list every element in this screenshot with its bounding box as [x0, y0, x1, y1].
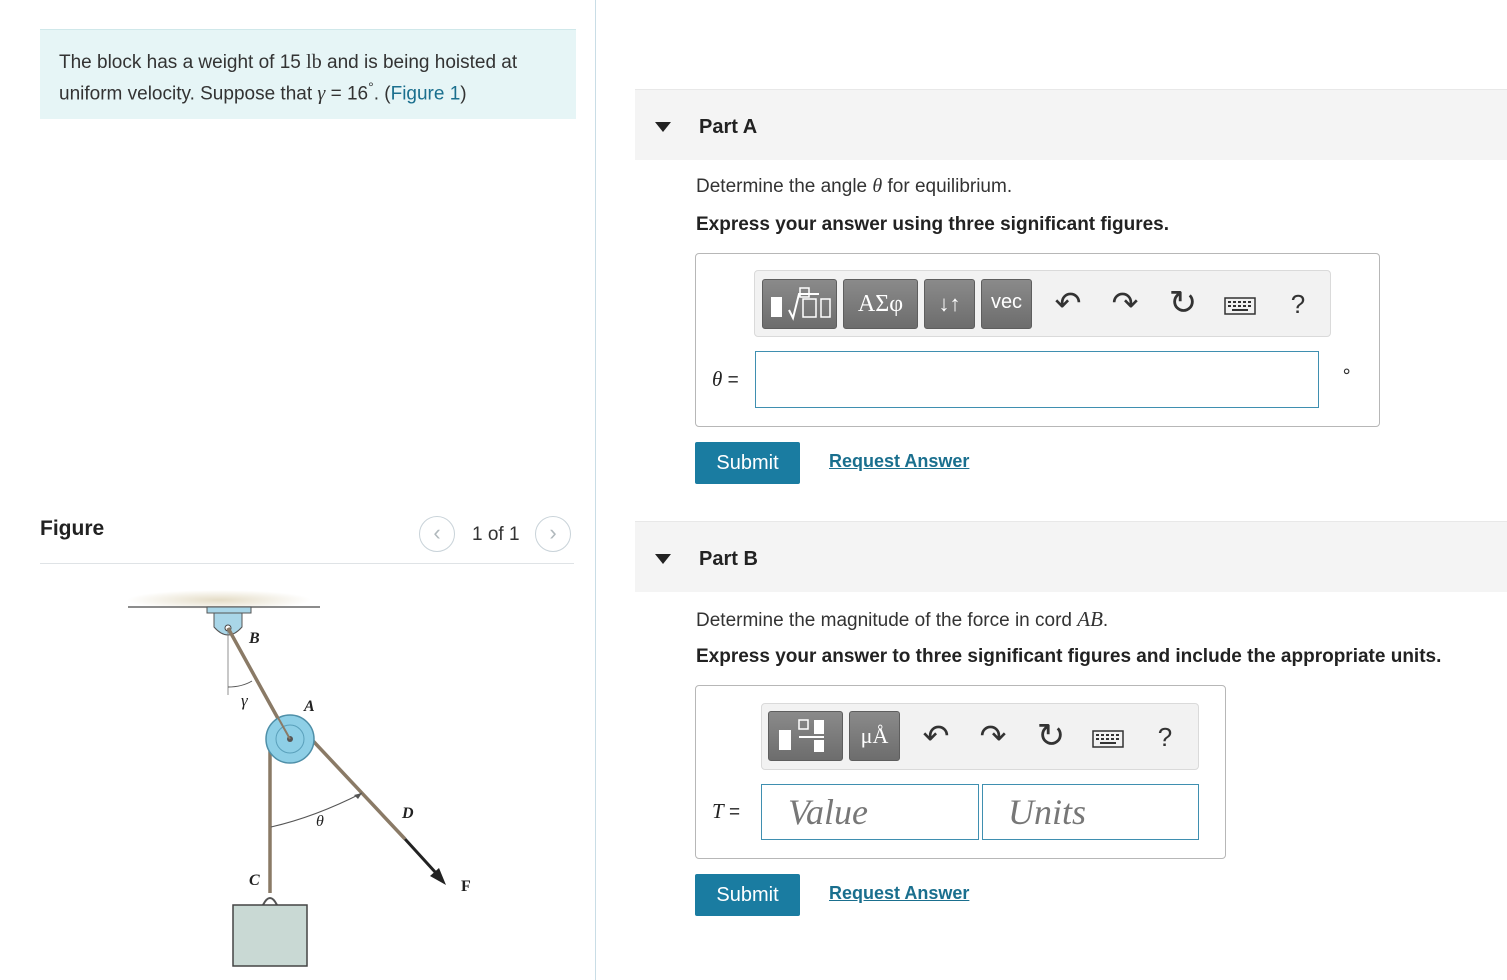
part-a-variable	[712, 367, 739, 392]
degree-symbol: °	[368, 79, 374, 95]
part-a-prompt-1: Determine the angle	[696, 176, 868, 197]
t-var: T	[712, 799, 724, 823]
unit-lb: lb	[306, 51, 322, 73]
next-figure-button[interactable]	[535, 516, 571, 552]
degree-unit: ∘	[1341, 361, 1353, 381]
label-f: F	[461, 878, 471, 895]
equals-sign: =	[727, 370, 739, 391]
reset-icon[interactable]: ↻	[1168, 284, 1198, 322]
keyboard-graphic	[1092, 728, 1124, 750]
problem-text-1: The block has a weight of 15	[59, 52, 301, 73]
redo-icon[interactable]: ↷	[1111, 285, 1139, 321]
part-b-request-answer-link[interactable]: Request Answer	[829, 883, 970, 903]
value-placeholder: Value	[788, 792, 868, 832]
part-a-instruction: Express your answer using three significant figures.	[696, 214, 1170, 235]
theta-arc-arrow	[354, 793, 362, 799]
collapse-triangle-icon[interactable]	[655, 554, 671, 564]
figure-link[interactable]: Figure 1	[390, 83, 461, 105]
part-b-variable	[712, 799, 740, 824]
label-theta: θ	[316, 813, 324, 830]
part-b-prompt-1: Determine the magnitude of the force in cord	[696, 610, 1072, 631]
prev-figure-button[interactable]	[419, 516, 455, 552]
problem-text-4: .	[373, 83, 379, 105]
part-a-header[interactable]	[635, 89, 1507, 160]
units-button[interactable]: μÅ	[849, 711, 900, 761]
part-a-title: Part A	[699, 116, 758, 138]
help-icon[interactable]: ?	[1290, 289, 1306, 319]
keyboard-icon[interactable]	[1224, 295, 1256, 317]
pulley-figure	[100, 585, 500, 975]
gamma-angle-arc	[228, 681, 252, 687]
redo-icon[interactable]: ↷	[979, 718, 1007, 754]
part-b-prompt	[696, 607, 1108, 632]
label-a: A	[304, 698, 315, 715]
bracket-plate	[207, 607, 251, 613]
problem-statement	[40, 29, 576, 119]
chevron-left-icon: ‹	[433, 520, 441, 545]
vector-button[interactable]: vec	[981, 279, 1032, 329]
figure-divider	[40, 563, 574, 564]
theta-symbol: θ	[872, 175, 883, 197]
gamma-symbol: γ	[317, 82, 326, 105]
undo-icon[interactable]: ↶	[1054, 285, 1082, 321]
templates-button[interactable]	[768, 711, 843, 761]
part-a-request-answer-link[interactable]: Request Answer	[829, 451, 970, 471]
column-divider	[595, 0, 596, 980]
label-d: D	[402, 805, 414, 822]
label-gamma: γ	[241, 691, 248, 710]
block-hook	[263, 898, 277, 905]
collapse-triangle-icon[interactable]	[655, 122, 671, 132]
part-b-title: Part B	[699, 548, 758, 570]
units-input[interactable]	[982, 784, 1199, 840]
theta-var: θ	[712, 367, 723, 391]
keyboard-graphic	[1224, 295, 1256, 317]
sub-super-button[interactable]: ↓↑	[924, 279, 975, 329]
part-a-submit-button[interactable]: Submit	[695, 442, 800, 484]
cord-ab-symbol: AB	[1077, 607, 1103, 631]
part-a-prompt	[696, 175, 1012, 198]
templates-icon	[769, 712, 842, 760]
undo-icon[interactable]: ↶	[922, 718, 950, 754]
keyboard-icon[interactable]	[1092, 728, 1124, 750]
chevron-right-icon: ›	[549, 520, 557, 545]
equals-sign: =	[728, 802, 741, 823]
reset-icon[interactable]: ↻	[1036, 717, 1066, 755]
help-icon[interactable]: ?	[1157, 722, 1173, 752]
part-b-instruction: Express your answer to three significant figures and include the appropriate units.	[696, 646, 1442, 667]
figure-title: Figure	[40, 517, 105, 540]
paren-close: )	[460, 83, 467, 105]
templates-icon	[763, 280, 836, 328]
part-a-prompt-2: for equilibrium.	[887, 176, 1013, 197]
greek-symbols-button[interactable]: ΑΣφ	[843, 279, 918, 329]
value-input[interactable]	[761, 784, 979, 840]
theta-answer-input[interactable]	[755, 351, 1319, 408]
part-b-submit-button[interactable]: Submit	[695, 874, 800, 916]
figure-counter: 1 of 1	[472, 524, 520, 545]
part-b-header[interactable]	[635, 521, 1507, 592]
problem-text-2: and is being hoisted at uniform velocity. Suppose that	[59, 52, 518, 105]
units-placeholder: Units	[1008, 792, 1087, 832]
paren-open: (	[384, 83, 391, 105]
force-line	[405, 839, 436, 873]
label-c: C	[249, 872, 260, 889]
block	[233, 905, 307, 966]
templates-button[interactable]	[762, 279, 837, 329]
problem-text-3: = 16	[330, 83, 369, 105]
part-b-prompt-2: .	[1102, 610, 1109, 631]
label-b: B	[249, 630, 260, 647]
